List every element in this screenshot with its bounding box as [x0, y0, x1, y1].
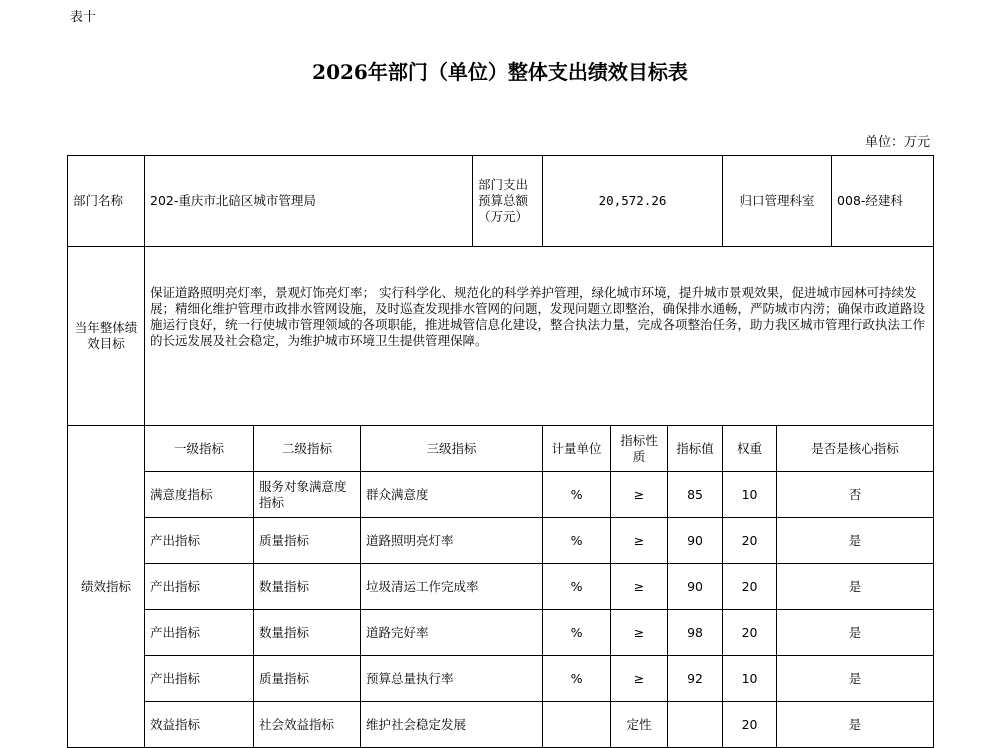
row-level1: 产出指标 [145, 610, 254, 656]
row-weight: 20 [723, 702, 777, 747]
header-level1: 一级指标 [145, 426, 254, 472]
row-level2: 数量指标 [254, 610, 361, 656]
row-level2: 社会效益指标 [254, 702, 361, 748]
table-row [68, 564, 934, 610]
row-value: 90 [668, 518, 723, 564]
dept-name-label: 部门名称 [68, 156, 145, 247]
header-level2: 二级指标 [254, 426, 361, 472]
row-nature: ≥ [611, 518, 668, 564]
header-weight-core [723, 426, 934, 472]
goal-label: 当年整体绩效目标 [68, 247, 145, 426]
mgmt-dept-label: 归口管理科室 [723, 156, 832, 246]
row-level1: 产出指标 [145, 564, 254, 610]
budget-total-label: 部门支出预算总额（万元） [473, 156, 543, 247]
row-core: 是 [848, 532, 862, 548]
row-weight-core [723, 518, 934, 564]
row-level3: 预算总量执行率 [361, 656, 543, 702]
row-level3: 维护社会稳定发展 [361, 702, 543, 748]
row-level2: 服务对象满意度指标 [254, 472, 361, 518]
row-weight-core [723, 472, 934, 518]
row-value: 98 [668, 610, 723, 656]
goal-cell [145, 247, 934, 426]
budget-total-value: 20,572.26 [543, 156, 723, 247]
table-number-label: 表十 [70, 10, 97, 25]
row-weight: 20 [723, 518, 777, 563]
row-weight-core [723, 564, 934, 610]
row-weight-core [723, 656, 934, 702]
header-value: 指标值 [668, 426, 723, 472]
page-title: 2026年部门（单位）整体支出绩效目标表 [312, 60, 688, 84]
row-nature: ≥ [611, 610, 668, 656]
header-unit: 计量单位 [543, 426, 611, 472]
row-weight-core [723, 702, 934, 748]
mgmt-dept-value: 008-经建科 [837, 193, 903, 208]
header-weight: 权重 [723, 426, 777, 471]
goal-text: 保证道路照明亮灯率，景观灯饰亮灯率； 实行科学化、规范化的科学养护管理，绿化城市环境，提升城市景观效果，促进城市园林可持续发展；精细化维护管理市政排水管网设施，及时巡查发现排水管网的问题，发现问题立即整治，确保排水通畅，严防城市内涝；确保市政道路设施运行良好，统一行使城市管理领域的各项职能，推进城管信息化建设，整合执法力量，完成各项整治任务，助力我区城市管理行政执法工作的长远发展及社会稳定，为维护城市环境卫生提供管理保障。 [150, 285, 926, 348]
row-unit: % [543, 610, 611, 656]
table-row [68, 656, 934, 702]
mgmt-cell [723, 156, 934, 247]
header-nature: 指标性质 [611, 426, 668, 472]
row-value: 92 [668, 656, 723, 702]
row-level3: 垃圾清运工作完成率 [361, 564, 543, 610]
row-weight-core [723, 610, 934, 656]
indicators-label: 绩效指标 [68, 426, 145, 748]
row-core: 是 [848, 578, 862, 594]
row-value: 85 [668, 472, 723, 518]
row-level1: 满意度指标 [145, 472, 254, 518]
row-value [668, 702, 723, 748]
row-level1: 产出指标 [145, 518, 254, 564]
row-level3: 道路完好率 [361, 610, 543, 656]
row-unit: % [543, 564, 611, 610]
unit-label: 单位：万元 [864, 135, 930, 150]
header-level3: 三级指标 [361, 426, 543, 472]
row-weight: 20 [723, 610, 777, 655]
performance-target-table [67, 155, 934, 748]
row-nature: 定性 [611, 702, 668, 748]
row-unit [543, 702, 611, 748]
row-nature: ≥ [611, 472, 668, 518]
table-row [68, 518, 934, 564]
row-core: 是 [848, 670, 862, 686]
row-weight: 10 [723, 472, 777, 517]
row-unit: % [543, 518, 611, 564]
row-weight: 10 [723, 656, 777, 701]
row-unit: % [543, 656, 611, 702]
table-row [68, 472, 934, 518]
row-level2: 质量指标 [254, 656, 361, 702]
goal-row [68, 247, 934, 426]
table-row [68, 702, 934, 748]
row-value: 90 [668, 564, 723, 610]
row-unit: % [543, 472, 611, 518]
row-core: 是 [848, 624, 862, 640]
row-level1: 效益指标 [145, 702, 254, 748]
row-nature: ≥ [611, 564, 668, 610]
row-nature: ≥ [611, 656, 668, 702]
indicator-header-row [68, 426, 934, 472]
table-row [68, 610, 934, 656]
row-level2: 质量指标 [254, 518, 361, 564]
dept-name-value: 202-重庆市北碚区城市管理局 [145, 156, 473, 247]
row-weight: 20 [723, 564, 777, 609]
header-core: 是否是核心指标 [811, 440, 899, 456]
row-core: 是 [848, 716, 862, 732]
row-level3: 群众满意度 [361, 472, 543, 518]
row-level2: 数量指标 [254, 564, 361, 610]
row-level1: 产出指标 [145, 656, 254, 702]
department-row [68, 156, 934, 247]
row-core: 否 [848, 486, 862, 502]
row-level3: 道路照明亮灯率 [361, 518, 543, 564]
